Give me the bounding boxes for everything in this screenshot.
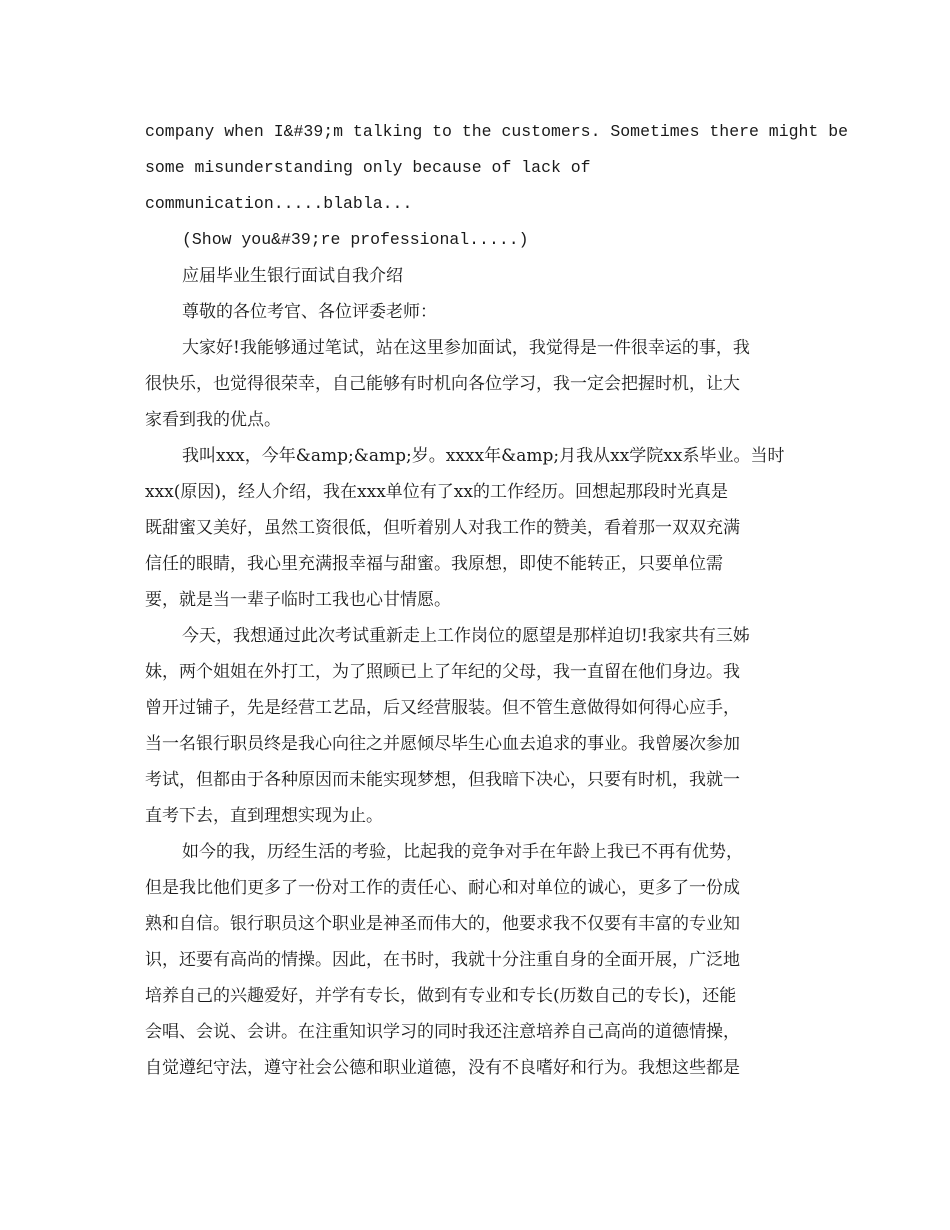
text-line: 当一名银行职员终是我心向往之并愿倾尽毕生心血去追求的事业。我曾屡次参加 bbox=[145, 734, 740, 754]
text-line: 妹，两个姐姐在外打工，为了照顾已上了年纪的父母，我一直留在他们身边。我 bbox=[145, 662, 740, 682]
text-line: 家看到我的优点。 bbox=[145, 410, 281, 430]
text-line: 自觉遵纪守法，遵守社会公德和职业道德，没有不良嗜好和行为。我想这些都是 bbox=[145, 1058, 740, 1078]
text-line: 大家好!我能够通过笔试，站在这里参加面试，我觉得是一件很幸运的事，我 bbox=[182, 338, 750, 358]
salutation: 尊敬的各位考官、各位评委老师： bbox=[182, 302, 437, 322]
text-line: 我叫xxx，今年&amp;&amp;岁。xxxx年&amp;月我从xx学院xx系毕业。当时 bbox=[182, 446, 785, 466]
text-line: communication.....blabla... bbox=[145, 194, 413, 213]
text-line: (Show you&#39;re professional.....) bbox=[182, 230, 529, 249]
document-body bbox=[145, 114, 849, 1086]
text-line: 培养自己的兴趣爱好，并学有专长，做到有专业和专长(历数自己的专长)，还能 bbox=[145, 986, 737, 1006]
text-line: 既甜蜜又美好，虽然工资很低，但听着别人对我工作的赞美，看着那一双双充满 bbox=[145, 518, 740, 538]
text-line: 很快乐，也觉得很荣幸，自己能够有时机向各位学习，我一定会把握时机，让大 bbox=[145, 374, 740, 394]
text-line: some misunderstanding only because of lack of bbox=[145, 158, 591, 177]
section-title: 应届毕业生银行面试自我介绍 bbox=[182, 266, 403, 286]
text-line: 信任的眼睛，我心里充满报幸福与甜蜜。我原想，即使不能转正，只要单位需 bbox=[145, 554, 723, 574]
text-line: 识，还要有高尚的情操。因此，在书时，我就十分注重自身的全面开展，广泛地 bbox=[145, 950, 740, 970]
text-line: 熟和自信。银行职员这个职业是神圣而伟大的，他要求我不仅要有丰富的专业知 bbox=[145, 914, 740, 934]
text-line: company when I&#39;m talking to the customers. Sometimes there might be bbox=[145, 122, 849, 141]
text-line: 今天，我想通过此次考试重新走上工作岗位的愿望是那样迫切!我家共有三姊 bbox=[182, 626, 750, 646]
text-line: 要，就是当一辈子临时工我也心甘情愿。 bbox=[145, 590, 451, 610]
text-line: 考试，但都由于各种原因而未能实现梦想，但我暗下决心，只要有时机，我就一 bbox=[145, 770, 740, 790]
text-line: 会唱、会说、会讲。在注重知识学习的同时我还注意培养自己高尚的道德情操， bbox=[145, 1022, 740, 1042]
text-line: 直考下去，直到理想实现为止。 bbox=[145, 806, 383, 826]
text-line: xxx(原因)，经人介绍，我在xxx单位有了xx的工作经历。回想起那段时光真是 bbox=[145, 482, 728, 502]
text-line: 曾开过铺子，先是经营工艺品，后又经营服装。但不管生意做得如何得心应手， bbox=[145, 698, 740, 718]
text-line: 但是我比他们更多了一份对工作的责任心、耐心和对单位的诚心，更多了一份成 bbox=[145, 878, 740, 898]
text-line: 如今的我，历经生活的考验，比起我的竞争对手在年龄上我已不再有优势， bbox=[182, 842, 743, 862]
